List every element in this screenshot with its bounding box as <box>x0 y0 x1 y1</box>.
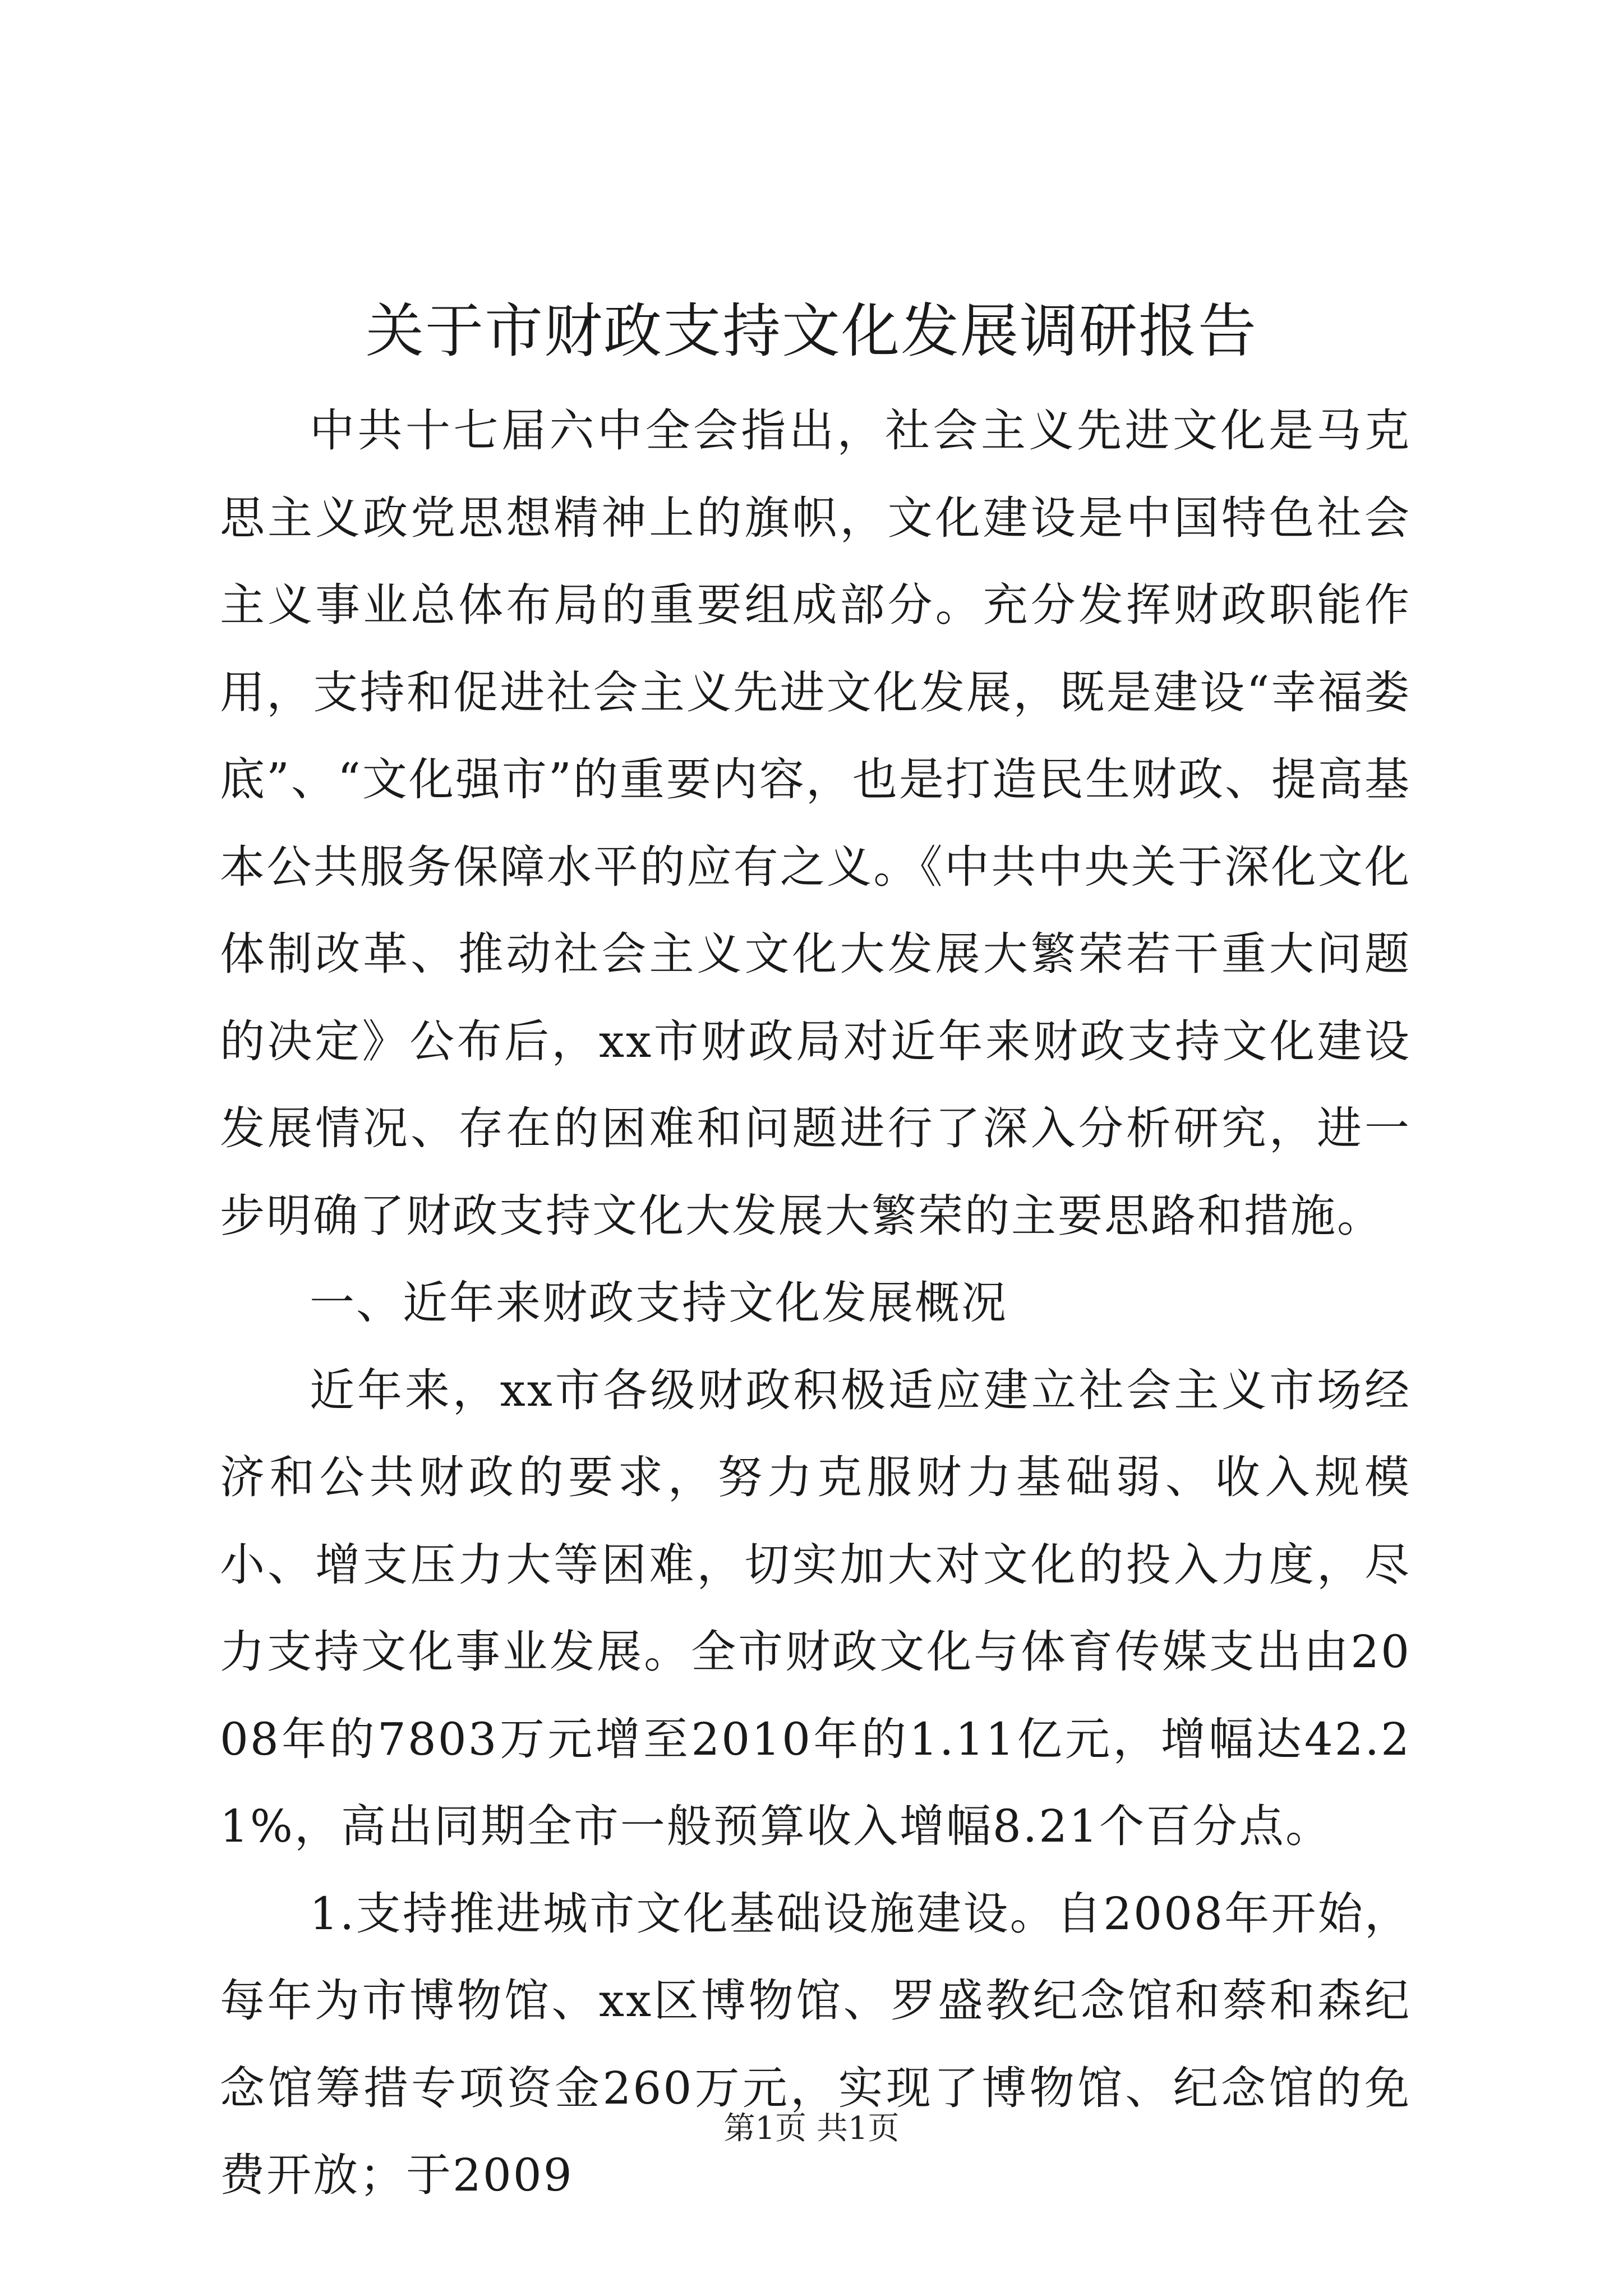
page-footer: 第1页 共1页 <box>723 2110 900 2147</box>
section-heading: 一、近年来财政支持文化发展概况 <box>310 1277 1008 1329</box>
infrastructure-paragraph: 1.支持推进城市文化基础设施建设。自2008年开始，每年为市博物馆、xx区博物馆、罗盛教纪念馆和蔡和森纪念馆筹措专项资金260万元，实现了博物馆、纪念馆的免费开放；于2009 <box>220 1887 1411 2201</box>
overview-paragraph: 近年来，xx市各级财政积极适应建立社会主义市场经济和公共财政的要求，努力克服财力基础弱、收入规模小、增支压力大等困难，切实加大对文化的投入力度，尽力支持文化事业发展。全市财政文化与体育传媒支出由2008年的7803万元增至2010年的1.11亿元，增幅达42.21%，高出同期全市一般预算收入增幅8.21个百分点。 <box>220 1364 1411 1852</box>
intro-paragraph: 中共十七届六中全会指出，社会主义先进文化是马克思主义政党思想精神上的旗帜，文化建设是中国特色社会主义事业总体布局的重要组成部分。充分发挥财政职能作用，支持和促进社会主义先进文化发展，既是建设“幸福娄底”、“文化强市”的重要内容，也是打造民生财政、提高基本公共服务保障水平的应有之义。《中共中央关于深化文化体制改革、推动社会主义文化大发展大繁荣若干重大问题的决定》公布后，xx市财政局对近年来财政支持文化建设发展情况、存在的困难和问题进行了深入分析研究，进一步明确了财政支持文化大发展大繁荣的主要思路和措施。 <box>220 404 1411 1242</box>
document-body <box>220 387 1411 2219</box>
document-title: 关于市财政支持文化发展调研报告 <box>365 297 1257 365</box>
